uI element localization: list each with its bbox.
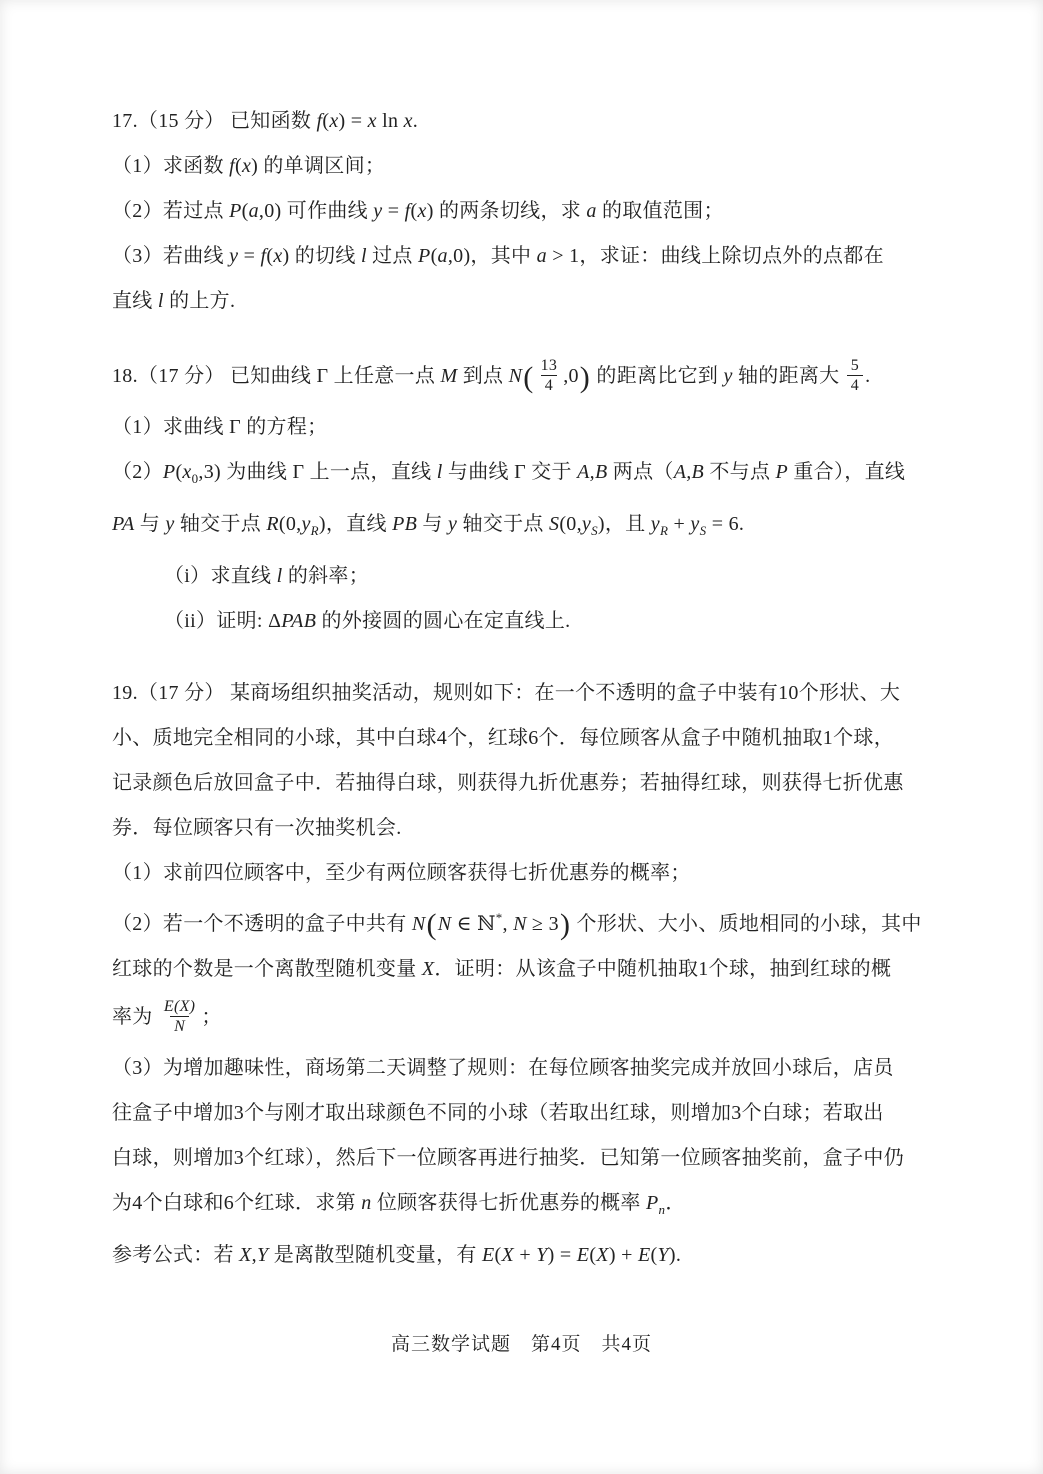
q19-formula: 参考公式：若 X,Y 是离散型随机变量，有 E(X + Y) = E(X) + E(Y). bbox=[112, 1244, 682, 1266]
q18-part-2-ii: （ii）证明: ΔPAB 的外接圆的圆心在定直线上. bbox=[164, 610, 571, 632]
problem-19 bbox=[112, 678, 947, 1270]
q19-part-3a: （3）为增加趣味性，商场第二天调整了规则：在每位顾客抽奖完成并放回小球后，店员 bbox=[112, 1057, 894, 1079]
q18-part-2b: PA 与 y 轴交于点 $R(0,y_R)$，直线 PB 与 y 轴交于点 $S(0,y_S)$，且 $y_R + y_S = 6$. bbox=[112, 513, 745, 538]
problem-18 bbox=[112, 358, 947, 636]
q17-part-3b: 直线 l 的上方. bbox=[112, 290, 236, 312]
q18-stem: 18.（17 分） 已知曲线 Γ 上任意一点 M 到点 N( $\frac{13}{4}$ ,0) 的距离比它到 y 轴的距离大 $\frac{5}{4}$ . bbox=[112, 357, 871, 394]
exam-content bbox=[112, 106, 947, 1312]
q19-part-3d: 为4个白球和6个红球．求第 n 位顾客获得七折优惠券的概率 $P_n$． bbox=[112, 1192, 686, 1217]
q19-part-1: （1）求前四位顾客中，至少有两位顾客获得七折优惠券的概率； bbox=[112, 862, 691, 884]
q18-part-2-i: （i）求直线 l 的斜率； bbox=[164, 565, 370, 587]
q19-part-3b: 往盒子中增加3个与刚才取出球颜色不同的小球（若取出红球，则增加3个白球；若取出 bbox=[112, 1102, 884, 1124]
q19-part-2a: （2）若一个不透明的盒子中共有 N(N ∈ ℕ*, N ≥ 3) 个形状、大小、质地相同的小球，其中 bbox=[112, 908, 922, 942]
q19-part-2c: 率为 $\frac{E(X)}{N}$ ； bbox=[112, 998, 222, 1035]
page-footer bbox=[0, 1329, 1043, 1356]
q19-stem-2: 小、质地完全相同的小球，其中白球4个，红球6个．每位顾客从盒子中随机抽取1个球， bbox=[112, 727, 894, 749]
q18-part-1: （1）求曲线 Γ 的方程； bbox=[112, 416, 328, 438]
q19-stem-3: 记录颜色后放回盒子中．若抽得白球，则获得九折优惠券；若抽得红球，则获得七折优惠 bbox=[112, 772, 904, 794]
q19-part-2b: 红球的个数是一个离散型随机变量 X．证明：从该盒子中随机抽取1个球，抽到红球的概 bbox=[112, 958, 892, 980]
q19-stem-1: 19.（17 分） 某商场组织抽奖活动，规则如下：在一个不透明的盒子中装有10个形状、大 bbox=[112, 682, 901, 704]
q17-part-1: （1）求函数 f(x) 的单调区间； bbox=[112, 155, 386, 177]
q19-stem-4: 券．每位顾客只有一次抽奖机会. bbox=[112, 817, 402, 839]
fraction: $\frac{5}{4}$ bbox=[845, 356, 865, 395]
q17-stem: 17.（15 分） 已知函数 f(x) = x ln x. bbox=[112, 110, 419, 132]
fraction: $\frac{13}{4}$ bbox=[540, 357, 558, 394]
q18-part-2a: $(2)P(x_0,3)$ 为曲线 Γ 上一点，直线 l 与曲线 Γ 交于 A,B 两点（A,B 不与点 P 重合），直线 bbox=[112, 461, 906, 486]
q17-part-2: （2）若过点 P(a,0) 可作曲线 y = f(x) 的两条切线，求 a 的取值范围； bbox=[112, 200, 724, 222]
q19-part-3c: 白球，则增加3个红球），然后下一位顾客再进行抽奖．已知第一位顾客抽奖前，盒子中仍 bbox=[112, 1147, 904, 1169]
problem-17 bbox=[112, 106, 947, 316]
q17-part-3a: （3）若曲线 y = f(x) 的切线 l 过点 P(a,0)，其中 a > 1，求证：曲线上除切点外的点都在 bbox=[112, 245, 884, 267]
footer-text: 高三数学试题 第4页 共4页 bbox=[390, 1334, 652, 1355]
fraction: $\frac{E(X)}{N}$ bbox=[163, 998, 196, 1035]
